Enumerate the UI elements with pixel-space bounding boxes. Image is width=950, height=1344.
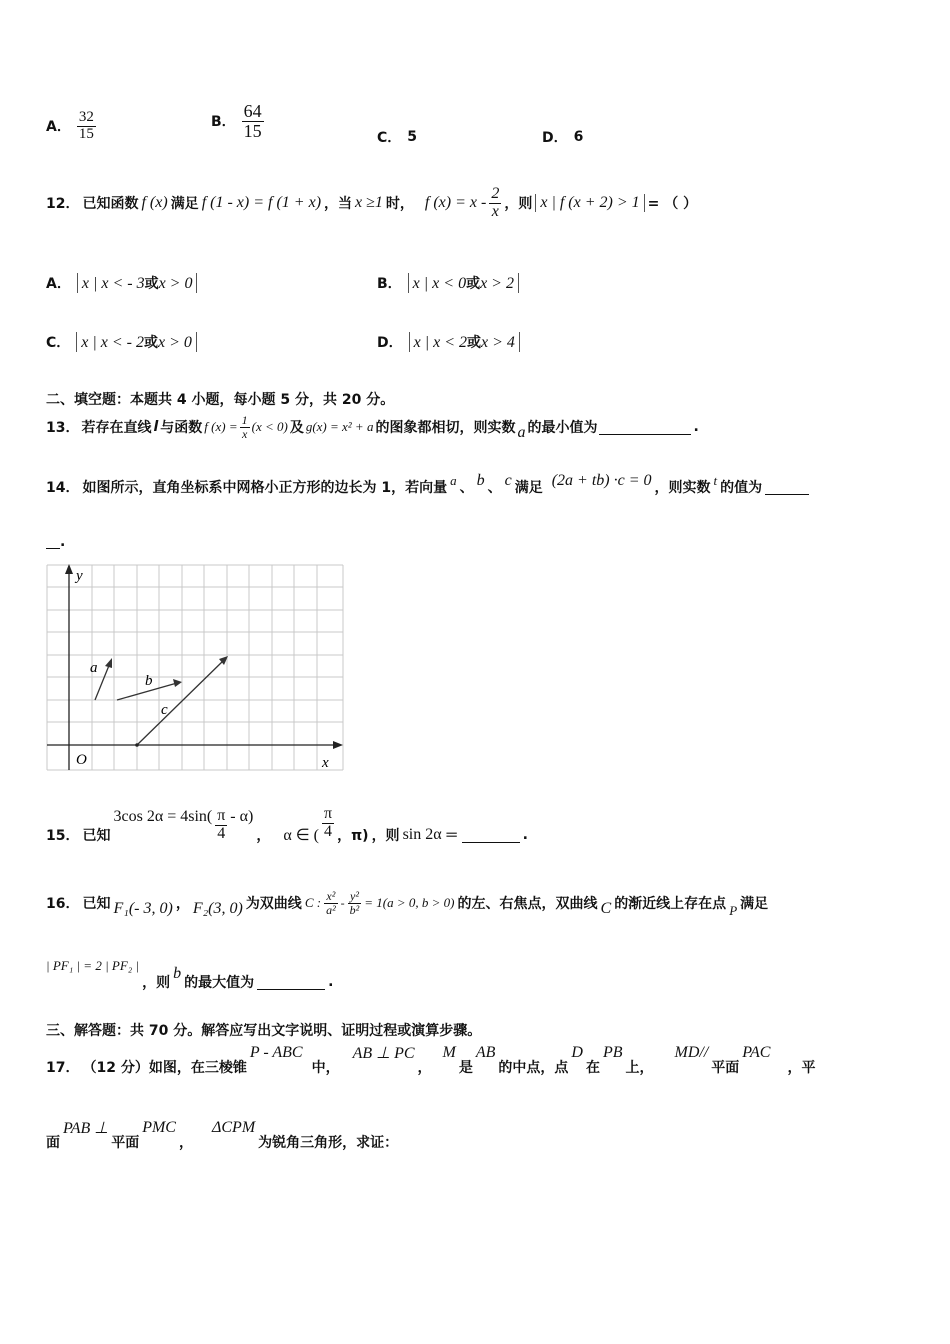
math: f (x) = x - xyxy=(424,194,487,212)
fraction xyxy=(215,808,227,843)
question-17-cont xyxy=(46,1118,399,1151)
math: ΔCPM xyxy=(211,1119,256,1136)
text: 的最小值为 xyxy=(527,420,598,437)
answer-blank xyxy=(46,536,60,549)
vector-a-label: a xyxy=(90,660,98,676)
math: PMC xyxy=(142,1119,176,1136)
answer-blank xyxy=(257,975,325,990)
numerator: 1 xyxy=(241,413,248,427)
text: 满足 xyxy=(514,480,543,496)
q12-option-b xyxy=(377,273,519,293)
math: C : xyxy=(304,895,322,911)
x-axis-arrow xyxy=(333,741,343,749)
math: x | x < - 2 xyxy=(81,334,145,351)
text: 或 xyxy=(466,276,481,292)
math: | PF₁ | = 2 | PF₂ | xyxy=(46,958,140,973)
option-label: D． xyxy=(542,130,568,146)
math: c xyxy=(504,472,512,489)
option-label: A． xyxy=(46,276,71,292)
question-14 xyxy=(46,472,809,497)
question-number: 12． xyxy=(46,196,80,213)
text: 为双曲线 xyxy=(245,896,302,913)
math: AB xyxy=(475,1044,496,1061)
math-set xyxy=(408,273,519,293)
text: 的中点，点 xyxy=(498,1060,569,1076)
math: PAC xyxy=(742,1044,771,1061)
math: - xyxy=(340,895,345,910)
answer-blank xyxy=(462,828,520,843)
text: 或 xyxy=(144,335,159,351)
denominator: b² xyxy=(349,902,360,917)
vector-b-label: b xyxy=(145,673,153,689)
math: x | x < - 3 xyxy=(81,275,145,292)
text: ，当 xyxy=(324,196,353,213)
math: f (1 - x) = f (1 + x) xyxy=(201,194,322,212)
text: 的图象都相切，则实数 xyxy=(375,420,516,437)
text: 满足 xyxy=(170,196,199,213)
vector-b-arrowhead xyxy=(173,679,182,687)
math: (2a + tb) ·c = 0 xyxy=(551,472,652,489)
math: f (x) xyxy=(141,194,168,212)
question-12 xyxy=(46,186,697,221)
denominator: 15 xyxy=(243,120,262,141)
math: f (x) = xyxy=(204,419,238,435)
fraction xyxy=(242,102,264,141)
numerator: 64 xyxy=(243,101,262,121)
option-label: C． xyxy=(46,335,71,351)
math: x | x < 0 xyxy=(412,275,467,292)
math: AB ⊥ PC xyxy=(352,1045,415,1062)
text: . xyxy=(60,534,66,550)
math: b xyxy=(476,472,485,489)
math-set xyxy=(76,332,197,352)
math: (x < 0) xyxy=(251,419,288,435)
text: 已知函数 xyxy=(82,196,139,213)
option-label: B． xyxy=(377,276,402,292)
text: ，平 xyxy=(787,1060,816,1076)
math: t xyxy=(713,473,718,488)
question-number: 14． xyxy=(46,480,80,496)
answer-blank xyxy=(599,420,691,435)
section-heading: 三、解答题：共 70 分。解答应写出文字说明、证明过程或演算步骤。 xyxy=(46,1023,482,1039)
numerator: 2 xyxy=(491,185,500,202)
denominator: x xyxy=(241,426,248,441)
option-value: 6 xyxy=(573,129,584,145)
math: PAB ⊥ xyxy=(63,1120,109,1137)
math: 3cos 2α = 4sin( xyxy=(113,808,213,826)
question-15 xyxy=(46,805,528,845)
numerator: 32 xyxy=(78,109,94,125)
option-label: C． xyxy=(377,130,402,146)
denominator: 15 xyxy=(78,125,94,142)
question-number: 13． xyxy=(46,420,80,437)
x-axis-label: x xyxy=(322,755,329,771)
numerator: x² xyxy=(324,890,338,904)
fraction xyxy=(348,890,362,916)
q12-option-c xyxy=(46,332,197,352)
math: g(x) = x² + a xyxy=(305,419,374,435)
fraction xyxy=(489,186,501,221)
math: - α) xyxy=(230,808,254,826)
text: ， xyxy=(417,1060,432,1076)
math-set xyxy=(409,332,520,352)
math: l xyxy=(153,419,159,436)
text: ，则 xyxy=(371,828,400,845)
question-13 xyxy=(46,414,699,440)
question-14-cont xyxy=(46,534,65,550)
text: . xyxy=(522,827,528,844)
fraction xyxy=(322,806,334,841)
question-number: 17． xyxy=(46,1060,80,1076)
math: P - ABC xyxy=(249,1044,303,1061)
text: 已知 xyxy=(82,896,111,913)
q12-option-a xyxy=(46,273,197,293)
question-17 xyxy=(46,1043,816,1076)
text: 在 xyxy=(585,1060,600,1076)
math: sin 2α xyxy=(402,826,442,844)
math: a xyxy=(517,424,526,442)
math: a xyxy=(450,473,457,488)
numerator: π xyxy=(324,805,333,822)
option-label: B． xyxy=(211,114,236,131)
text: 与函数 xyxy=(160,420,203,437)
vector-c-label: c xyxy=(161,702,168,718)
question-16 xyxy=(46,889,769,919)
math: P xyxy=(729,903,738,919)
text: 、 xyxy=(487,480,502,496)
text: 时， xyxy=(385,196,414,213)
text: ，则 xyxy=(142,975,171,991)
text: 、 xyxy=(459,480,474,496)
text: ， xyxy=(256,828,271,845)
question-16-cont xyxy=(46,958,334,991)
text: 平面 xyxy=(711,1060,740,1076)
section-heading: 二、填空题：本题共 4 小题，每小题 5 分，共 20 分。 xyxy=(46,392,395,408)
text: 为锐角三角形，求证： xyxy=(258,1135,399,1151)
q11-option-d xyxy=(542,127,583,147)
math: x > 0 xyxy=(158,275,193,292)
math-set: x | f (x + 2) > 1 xyxy=(535,194,644,212)
text: ， xyxy=(178,1135,193,1151)
text: 平面 xyxy=(111,1135,140,1151)
text: 如图所示，直角坐标系中网格小正方形的边长为 1，若向量 xyxy=(82,480,448,496)
answer-blank xyxy=(765,480,809,495)
q11-option-b xyxy=(211,102,264,141)
math: MD// xyxy=(674,1044,709,1061)
math: = 1(a > 0, b > 0) xyxy=(364,895,455,911)
text: . xyxy=(328,974,334,990)
fraction xyxy=(77,110,96,143)
math: C xyxy=(600,900,612,918)
text: ＝ xyxy=(444,828,459,845)
text: . xyxy=(693,419,699,436)
fraction xyxy=(240,414,250,440)
text: 或 xyxy=(467,335,482,351)
fraction xyxy=(324,890,338,916)
q11-option-c xyxy=(377,127,417,147)
text: ，则 xyxy=(504,196,533,213)
math: D xyxy=(571,1044,583,1061)
numerator: y² xyxy=(348,890,362,904)
text: 的渐近线上存在点 xyxy=(614,896,727,913)
option-label: D． xyxy=(377,335,403,351)
math: PB xyxy=(602,1044,623,1061)
text: 及 xyxy=(289,420,304,437)
question-number: 16． xyxy=(46,896,80,913)
math: b xyxy=(173,965,182,982)
math: x > 4 xyxy=(481,334,515,351)
vector-grid-figure xyxy=(40,560,350,775)
text: 或 xyxy=(144,276,159,292)
denominator: 4 xyxy=(217,824,226,842)
text: （12 分）如图，在三棱锥 xyxy=(82,1060,247,1076)
text: 面 xyxy=(46,1135,60,1151)
q12-option-d xyxy=(377,332,520,352)
denominator: x xyxy=(491,202,499,220)
math-set xyxy=(77,273,198,293)
text: 若存在直线 xyxy=(81,420,152,437)
math: x > 2 xyxy=(480,275,514,292)
text: 已知 xyxy=(82,828,111,845)
origin-label: O xyxy=(76,752,87,768)
text: 上， xyxy=(625,1060,654,1076)
option-value: 5 xyxy=(407,129,418,145)
numerator: π xyxy=(217,807,226,824)
math: α ∈ ( xyxy=(283,827,319,845)
text: 是 xyxy=(458,1060,473,1076)
math: F₁(- 3, 0) xyxy=(113,900,173,918)
text: 中， xyxy=(311,1060,340,1076)
text: ，则实数 xyxy=(654,480,711,496)
text: 的值为 xyxy=(720,480,763,496)
text: 的最大值为 xyxy=(184,975,255,991)
math: x ≥1 xyxy=(355,194,383,212)
text: ， xyxy=(175,896,190,913)
question-number: 15． xyxy=(46,828,80,845)
math: ，π) xyxy=(337,828,369,845)
math: F₂(3, 0) xyxy=(192,900,243,918)
vector-a-arrowhead xyxy=(105,658,112,668)
option-label: A． xyxy=(46,119,71,136)
math: M xyxy=(442,1044,456,1061)
text: = （ ） xyxy=(647,196,698,213)
denominator: a² xyxy=(326,902,336,917)
q11-option-a xyxy=(46,110,96,143)
text: 的左、右焦点，双曲线 xyxy=(457,896,598,913)
vector-c-origin xyxy=(135,743,139,747)
math: x > 0 xyxy=(158,334,192,351)
y-axis-label: y xyxy=(76,568,83,584)
text: 满足 xyxy=(740,896,769,913)
math: x | x < 2 xyxy=(413,334,468,351)
denominator: 4 xyxy=(324,822,333,840)
